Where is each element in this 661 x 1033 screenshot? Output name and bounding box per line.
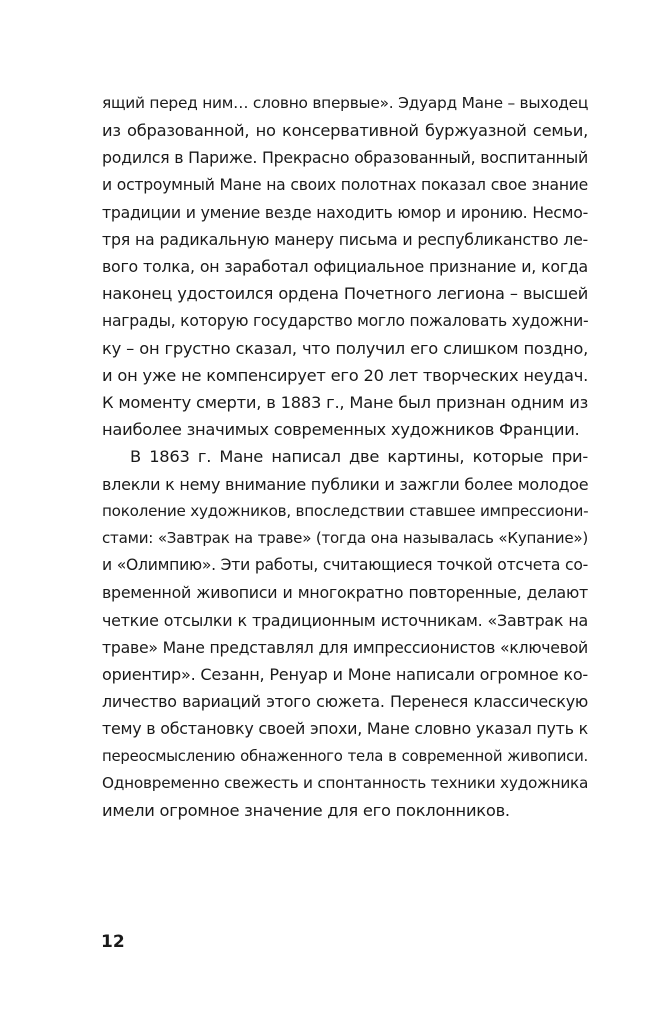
text-line: ку – он грустно сказал, что получил его слишком поздно,: [102, 338, 588, 358]
text-line: наиболее значимых современных художников Франции.: [102, 420, 580, 440]
text-line: традиции и умение везде находить юмор и иронию. Несмо-: [102, 202, 588, 222]
text-line: траве» Мане представлял для импрессионистов «ключевой: [102, 637, 588, 657]
text-line: вого толка, он заработал официальное признание и, когда: [102, 257, 588, 277]
text-line: поколение художников, впоследствии ставшее импрессиони-: [102, 501, 589, 520]
text-line: родился в Париже. Прекрасно образованный, воспитанный: [102, 148, 588, 168]
text-line: К моменту смерти, в 1883 г., Мане был признан одним из: [102, 393, 588, 413]
text-line: четкие отсылки к традиционным источникам. «Завтрак на: [102, 610, 588, 630]
page-number: 12: [101, 932, 125, 952]
text-line: наконец удостоился ордена Почетного легиона – высшей: [102, 284, 588, 304]
text-line: и «Олимпию». Эти работы, считающиеся точкой отсчета со-: [102, 556, 588, 575]
text-line: тря на радикальную манеру письма и республиканство ле-: [102, 229, 588, 249]
text-line: стами: «Завтрак на траве» (тогда она называлась «Купание»): [102, 529, 588, 547]
paragraph-1: [102, 90, 588, 443]
text-line: ориентир». Сезанн, Ренуар и Моне написали огромное ко-: [102, 664, 588, 684]
text-line: и он уже не компенсирует его 20 лет творческих неудач.: [102, 365, 588, 385]
text-line: Одновременно свежесть и спонтанность техники художника: [102, 773, 589, 792]
text-line: тему в обстановку своей эпохи, Мане словно указал путь к: [102, 719, 588, 739]
text-line: ящий перед ним… словно впервые». Эдуард Мане – выходец: [102, 94, 589, 112]
paragraph-2: [102, 443, 588, 824]
text-line: переосмыслению обнаженного тела в современной живописи.: [102, 746, 588, 765]
text-line: влекли к нему внимание публики и зажгли более молодое: [102, 474, 589, 494]
text-line: имели огромное значение для его поклонников.: [102, 800, 510, 820]
text-line: временной живописи и многократно повторенные, делают: [102, 583, 588, 603]
text-line: и остроумный Мане на своих полотнах показал свое знание: [102, 175, 588, 194]
text-line: В 1863 г. Мане написал две картины, которые при-: [130, 447, 588, 467]
text-line: личество вариаций этого сюжета. Перенеся классическую: [102, 692, 588, 712]
text-line: из образованной, но консервативной буржуазной семьи,: [102, 121, 588, 141]
text-line: награды, которую государство могло пожаловать художни-: [102, 311, 589, 330]
body-text: [102, 90, 588, 824]
